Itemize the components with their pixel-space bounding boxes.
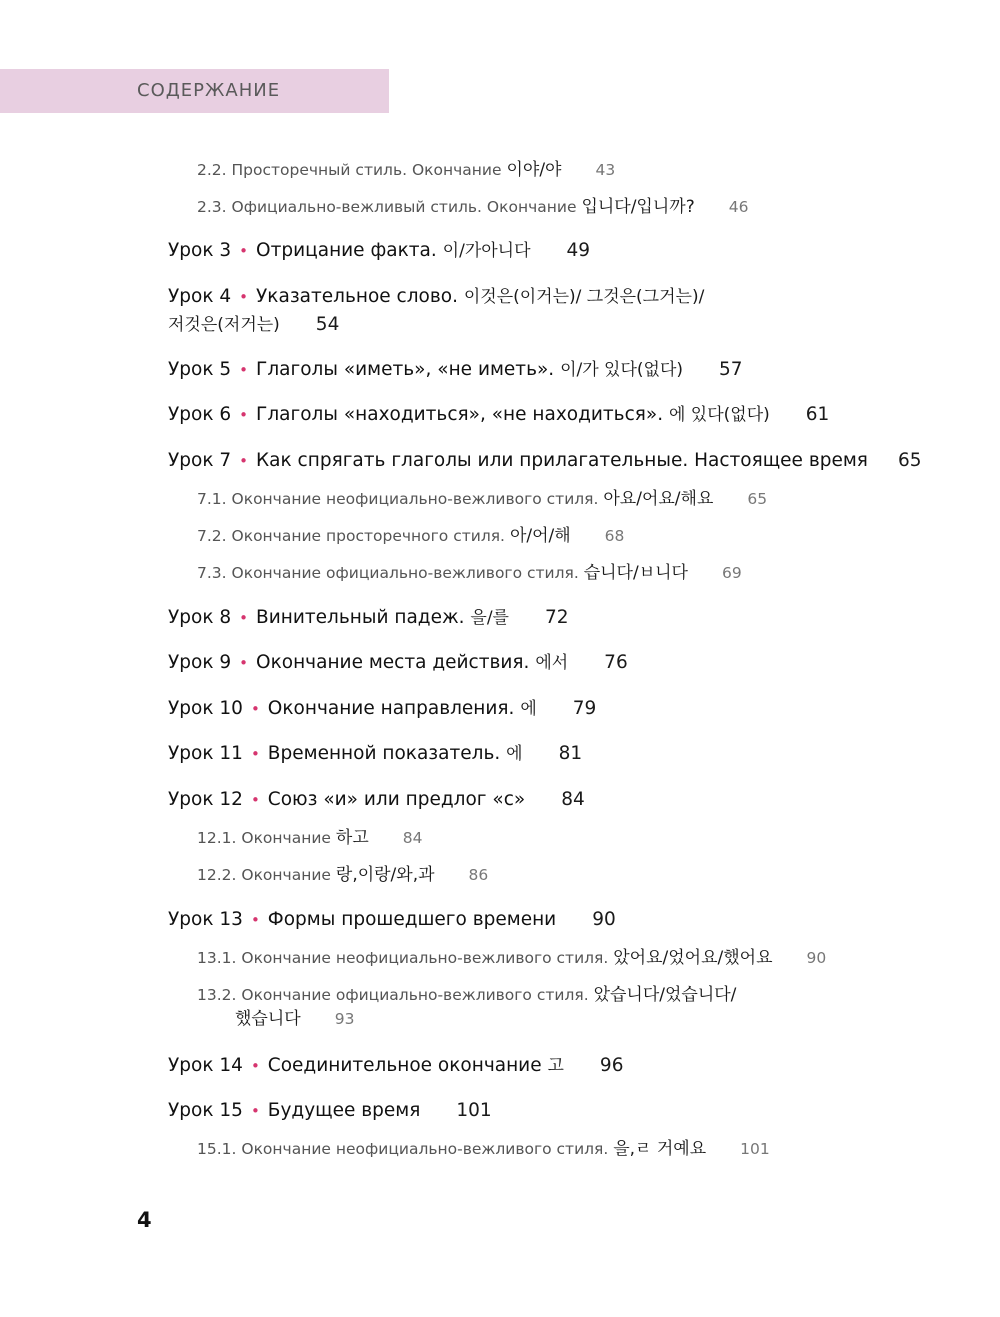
korean-text: 았어요/었어요/했어요 (613, 948, 773, 968)
bullet-icon: • (250, 791, 260, 809)
page-ref: 79 (572, 698, 597, 719)
toc-subentry[interactable] (197, 158, 615, 182)
entry-text: 12.1. Окончание (197, 829, 331, 847)
entry-text: 13.2. Окончание официально-вежливого стиля. (197, 986, 589, 1004)
korean-text: 에서 (535, 653, 569, 673)
page-ref: 61 (805, 404, 830, 425)
page-ref: 65 (897, 450, 922, 471)
bullet-icon: • (239, 242, 249, 260)
toc-subentry[interactable] (197, 1137, 770, 1161)
toc-lesson[interactable] (168, 283, 704, 339)
page-ref: 81 (558, 743, 583, 764)
page-ref: 49 (566, 240, 591, 261)
korean-text: 이야/야 (506, 160, 562, 180)
entry-text: Окончание направления. (267, 698, 515, 719)
toc-subentry[interactable] (197, 983, 736, 1031)
bullet-icon: • (250, 745, 260, 763)
entry-text: Глаголы «иметь», «не иметь». (256, 359, 555, 380)
korean-text: 습니다/ㅂ니다 (583, 563, 688, 583)
toc-lesson[interactable] (168, 447, 921, 475)
korean-text-continued: 했습니다 (235, 1009, 301, 1029)
entry-text: 15.1. Окончание неофициально-вежливого стиля. (197, 1140, 609, 1158)
korean-text: 을,ㄹ 거예요 (613, 1139, 707, 1159)
toc-subentry[interactable] (197, 487, 767, 511)
toc-lesson[interactable] (168, 237, 590, 265)
toc-lesson[interactable] (168, 740, 582, 768)
entry-text: Будущее время (267, 1100, 421, 1121)
entry-text: 7.2. Окончание просторечного стиля. (197, 527, 505, 545)
page-ref: 90 (806, 949, 827, 967)
bullet-icon: • (250, 911, 260, 929)
page-ref: 84 (561, 789, 585, 810)
toc-subentry[interactable] (197, 826, 422, 850)
page-ref: 69 (721, 564, 742, 582)
entry-text: Временной показатель. (267, 743, 501, 764)
page-ref: 76 (604, 652, 628, 673)
entry-text: Указательное слово. (256, 286, 458, 307)
korean-text: 이/가아니다 (442, 241, 531, 261)
page-number: 4 (137, 1208, 152, 1232)
lesson-number: Урок 7 (168, 450, 232, 471)
entry-text: Винительный падеж. (256, 607, 465, 628)
bullet-icon: • (239, 406, 249, 424)
korean-text: 아/어/해 (509, 526, 571, 546)
page-ref: 57 (719, 359, 743, 380)
lesson-number: Урок 14 (168, 1055, 243, 1076)
entry-text: 2.3. Официально-вежливый стиль. Окончание (197, 198, 577, 216)
bullet-icon: • (250, 700, 260, 718)
lesson-number: Урок 4 (168, 286, 232, 307)
toc-lesson[interactable] (168, 695, 596, 723)
korean-text: 입니다/입니까? (581, 197, 695, 217)
entry-text: Глаголы «находиться», «не находиться». (256, 404, 664, 425)
korean-text: 이/가 있다(없다) (560, 360, 684, 380)
korean-text: 았습니다/었습니다/ (593, 985, 737, 1005)
entry-text: Отрицание факта. (256, 240, 437, 261)
lesson-number: Урок 3 (168, 240, 232, 261)
entry-text: 7.1. Окончание неофициально-вежливого стиля. (197, 490, 599, 508)
toc-lesson[interactable] (168, 604, 569, 632)
bullet-icon: • (239, 288, 249, 306)
entry-text: 12.2. Окончание (197, 866, 331, 884)
korean-text-continued: 저것은(저거는) (168, 315, 280, 335)
korean-text: 하고 (335, 828, 369, 848)
page-ref: 93 (334, 1010, 355, 1028)
entry-text: 2.2. Просторечный стиль. Окончание (197, 161, 502, 179)
toc-lesson[interactable] (168, 1052, 623, 1080)
entry-text: 13.1. Окончание неофициально-вежливого стиля. (197, 949, 609, 967)
page-ref: 84 (402, 829, 423, 847)
lesson-number: Урок 9 (168, 652, 232, 673)
entry-text: 7.3. Окончание официально-вежливого стиля. (197, 564, 579, 582)
page-ref: 86 (468, 866, 489, 884)
lesson-number: Урок 10 (168, 698, 243, 719)
korean-text: 을/를 (470, 608, 509, 628)
toc-lesson[interactable] (168, 1097, 492, 1125)
page-ref: 54 (315, 314, 340, 335)
lesson-number: Урок 6 (168, 404, 232, 425)
bullet-icon: • (239, 609, 249, 627)
entry-text: Союз «и» или предлог «с» (267, 789, 526, 810)
korean-text: 아요/어요/해요 (603, 489, 714, 509)
bullet-icon: • (239, 361, 249, 379)
page-ref: 65 (747, 490, 768, 508)
section-title: СОДЕРЖАНИЕ (137, 80, 281, 101)
entry-text: Соединительное окончание (267, 1055, 542, 1076)
toc-lesson[interactable] (168, 356, 743, 384)
lesson-number: Урок 15 (168, 1100, 243, 1121)
korean-text: 이것은(이거는)/ 그것은(그거는)/ (463, 287, 705, 307)
entry-text: Формы прошедшего времени (267, 909, 557, 930)
entry-text: Окончание места действия. (256, 652, 530, 673)
lesson-number: Урок 8 (168, 607, 232, 628)
toc-subentry[interactable] (197, 561, 742, 585)
lesson-number: Урок 11 (168, 743, 243, 764)
toc-subentry[interactable] (197, 195, 748, 219)
toc-subentry[interactable] (197, 863, 488, 887)
toc-lesson[interactable] (168, 649, 628, 677)
lesson-number: Урок 13 (168, 909, 243, 930)
page-ref: 68 (604, 527, 625, 545)
toc-lesson[interactable] (168, 786, 585, 814)
bullet-icon: • (250, 1102, 260, 1120)
lesson-number: Урок 12 (168, 789, 243, 810)
page-ref: 43 (595, 161, 616, 179)
entry-text: Как спрягать глаголы или прилагательные. Настоящее время (256, 450, 868, 471)
korean-text: 랑,이랑/와,과 (335, 865, 435, 885)
korean-text: 에 (520, 699, 537, 719)
bullet-icon: • (250, 1057, 260, 1075)
bullet-icon: • (239, 654, 249, 672)
toc-lesson[interactable] (168, 401, 829, 429)
bullet-icon: • (239, 452, 249, 470)
korean-text: 에 있다(없다) (668, 405, 770, 425)
page-ref: 101 (740, 1140, 770, 1158)
page-ref: 46 (728, 198, 749, 216)
page-ref: 90 (592, 909, 616, 930)
korean-text: 에 (506, 744, 523, 764)
page-ref: 96 (599, 1055, 624, 1076)
page-ref: 72 (544, 607, 569, 628)
korean-text: 고 (547, 1056, 564, 1076)
lesson-number: Урок 5 (168, 359, 232, 380)
toc-lesson[interactable] (168, 906, 616, 934)
toc-subentry[interactable] (197, 946, 826, 970)
page-ref: 101 (456, 1100, 492, 1121)
toc-subentry[interactable] (197, 524, 624, 548)
